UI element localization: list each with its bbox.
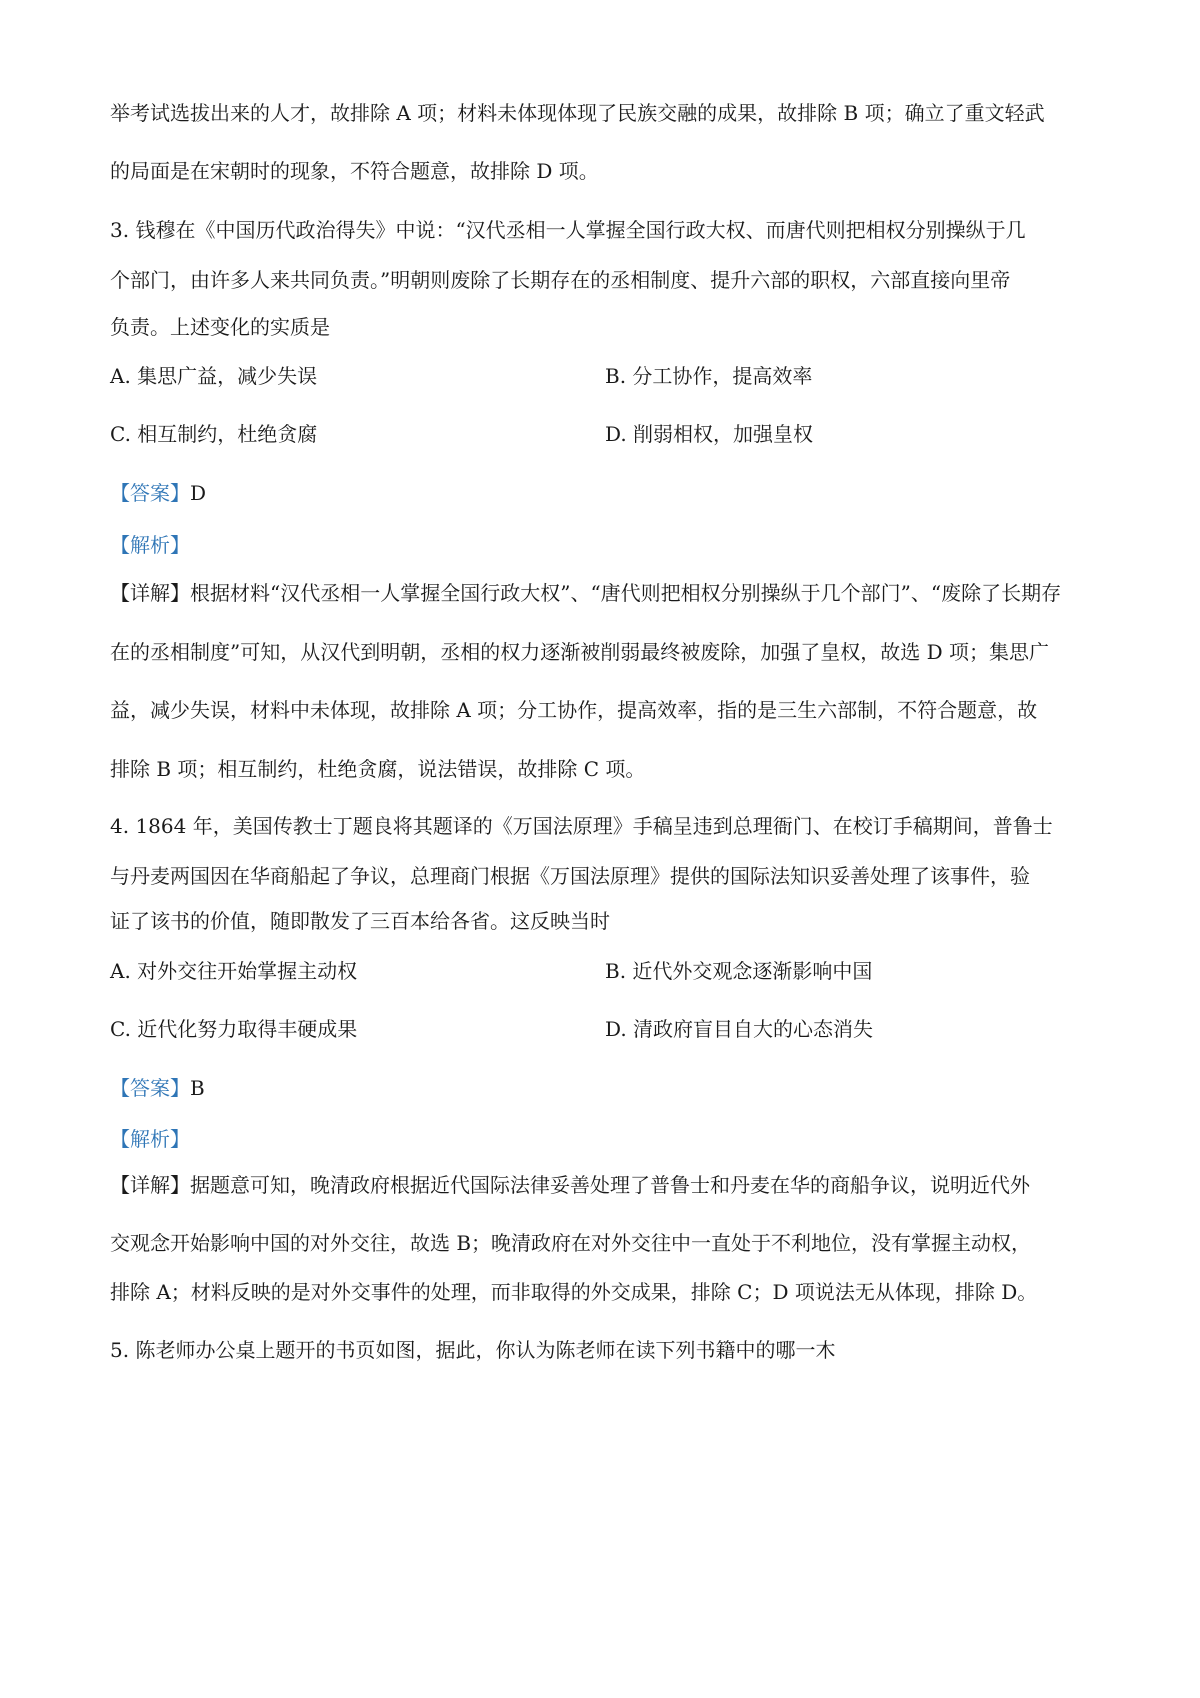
question-3-option-a: A. 集思广益，减少失误 bbox=[110, 364, 318, 388]
answer-value: D bbox=[190, 481, 207, 505]
question-3-stem-line: 个部门，由许多人来共同负责。”明朝则废除了长期存在的丞相制度、提升六部的职权，六部直接向里帝 bbox=[110, 268, 1011, 292]
question-3-detail-line: 【详解】根据材料“汉代丞相一人掌握全国行政大权”、“唐代则把相权分别操纵于几个部门”、“废除了长期存 bbox=[110, 581, 1062, 605]
question-4-stem-line: 证了该书的价值，随即散发了三百本给各省。这反映当时 bbox=[110, 909, 610, 933]
question-3-answer bbox=[110, 479, 206, 507]
question-3-option-b: B. 分工协作，提高效率 bbox=[605, 364, 813, 388]
question-3-detail-line: 排除 B 项；相互制约，杜绝贪腐，说法错误，故排除 C 项。 bbox=[110, 757, 646, 781]
question-3-stem-line: 3. 钱穆在《中国历代政治得失》中说：“汉代丞相一人掌握全国行政大权、而唐代则把相权分别操纵于几 bbox=[110, 218, 1026, 242]
answer-tag: 【答案】 bbox=[110, 481, 190, 505]
question-4-answer bbox=[110, 1074, 205, 1102]
question-5-stem-line: 5. 陈老师办公桌上题开的书页如图，据此，你认为陈老师在读下列书籍中的哪一木 bbox=[110, 1338, 836, 1362]
answer-value: B bbox=[190, 1076, 205, 1100]
question-3-analysis-tag: 【解析】 bbox=[110, 533, 190, 557]
answer-tag: 【答案】 bbox=[110, 1076, 190, 1100]
question-4-detail-line: 排除 A；材料反映的是对外交事件的处理，而非取得的外交成果，排除 C；D 项说法无从体现，排除 D。 bbox=[110, 1280, 1038, 1304]
question-4-option-d: D. 清政府盲目自大的心态消失 bbox=[605, 1017, 874, 1041]
question-3-option-c: C. 相互制约，杜绝贪腐 bbox=[110, 422, 318, 446]
question-4-detail-line: 【详解】据题意可知，晚清政府根据近代国际法律妥善处理了普鲁士和丹麦在华的商船争议，说明近代外 bbox=[110, 1173, 1030, 1197]
question-4-stem-line: 4. 1864 年，美国传教士丁题良将其题译的《万国法原理》手稿呈违到总理衙门、在校订手稿期间，普鲁士 bbox=[110, 814, 1053, 838]
question-3-stem-line: 负责。上述变化的实质是 bbox=[110, 315, 330, 339]
question-4-detail-line: 交观念开始影响中国的对外交往，故选 B；晚清政府在对外交往中一直处于不利地位，没有掌握主动权， bbox=[110, 1231, 1032, 1255]
question-4-option-a: A. 对外交往开始掌握主动权 bbox=[110, 959, 358, 983]
question-3-detail-line: 益，减少失误，材料中未体现，故排除 A 项；分工协作，提高效率，指的是三生六部制，不符合题意，故 bbox=[110, 698, 1038, 722]
question-4-option-b: B. 近代外交观念逐渐影响中国 bbox=[605, 959, 873, 983]
question-4-stem-line: 与丹麦两国因在华商船起了争议，总理商门根据《万国法原理》提供的国际法知识妥善处理了该事件，验 bbox=[110, 864, 1030, 888]
question-3-option-d: D. 削弱相权，加强皇权 bbox=[605, 422, 814, 446]
question-4-analysis-tag: 【解析】 bbox=[110, 1127, 190, 1151]
question-3-detail-line: 在的丞相制度”可知，从汉代到明朝，丞相的权力逐渐被削弱最终被废除，加强了皇权，故选 D 项；集思广 bbox=[110, 640, 1049, 664]
question-4-option-c: C. 近代化努力取得丰硬成果 bbox=[110, 1017, 358, 1041]
paragraph-line: 举考试选拔出来的人才，故排除 A 项；材料未体现体现了民族交融的成果，故排除 B 项；确立了重文轻武 bbox=[110, 101, 1045, 125]
paragraph-line: 的局面是在宋朝时的现象，不符合题意，故排除 D 项。 bbox=[110, 159, 599, 183]
